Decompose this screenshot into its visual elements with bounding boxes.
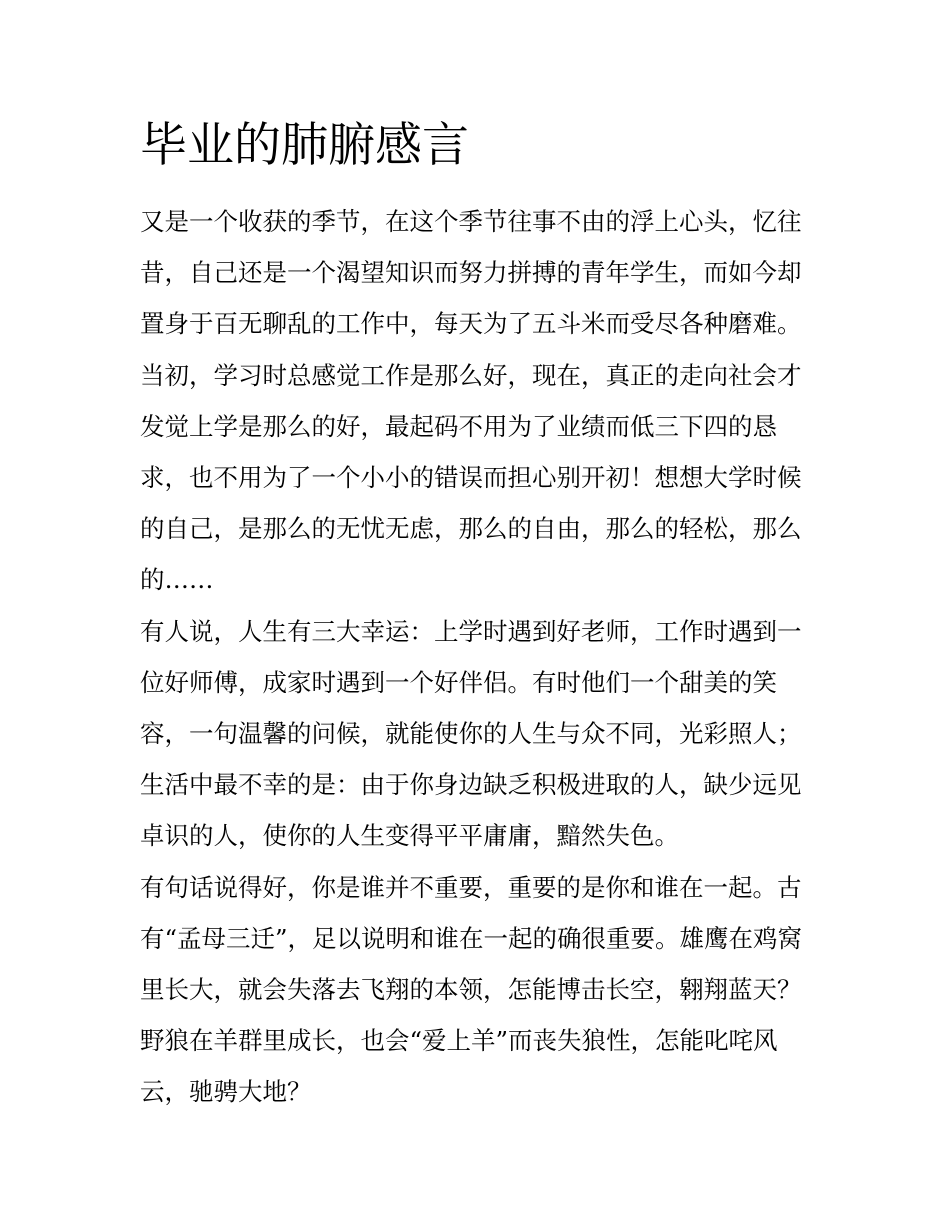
paragraph-1: 又是一个收获的季节，在这个季节往事不由的浮上心头，忆往昔，自己还是一个渴望知识而努力拼搏的青年学生，而如今却置身于百无聊乱的工作中，每天为了五斗米而受尽各种磨难。当初，学习时总感觉工作是那么好，现在，真正的走向社会才发觉上学是那么的好，最起码不用为了业绩而低三下四的恳求，也不用为了一个小小的错误而担心别开初！想想大学时候的自己，是那么的无忧无虑，那么的自由，那么的轻松，那么的……: [140, 207, 802, 595]
paragraph-2: 有人说，人生有三大幸运：上学时遇到好老师，工作时遇到一位好师傅，成家时遇到一个好伴侣。有时他们一个甜美的笑容，一句温馨的问候，就能使你的人生与众不同，光彩照人；生活中最不幸的是：由于你身边缺乏积极进取的人，缺少远见卓识的人，使你的人生变得平平庸庸，黯然失色。: [140, 616, 802, 851]
paragraph-3: 有句话说得好，你是谁并不重要，重要的是你和谁在一起。古有“孟母三迁”，足以说明和谁在一起的确很重要。雄鹰在鸡窝里长大，就会失落去飞翔的本领，怎能博击长空，翱翔蓝天？野狼在羊群里成长，也会“爱上羊”而丧失狼性，怎能叱咤风云，驰骋大地？: [140, 872, 803, 1107]
document-body: [140, 196, 815, 1118]
document-title: 毕业的肺腑感言: [140, 118, 469, 173]
